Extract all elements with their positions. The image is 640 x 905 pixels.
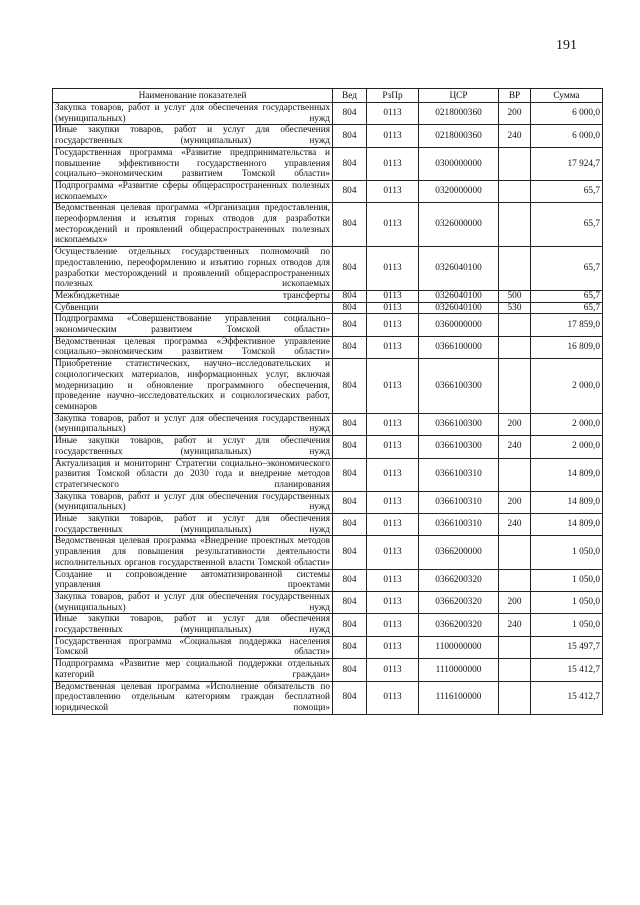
cell-vr: 200	[499, 413, 531, 435]
cell-vr: 500	[499, 290, 531, 302]
cell-name: Осуществление отдельных государственных полномочий по предоставлению, переоформлению и изъятию горных отводов для разработки месторождений и проявлений общераспространенных полезных ископаемых	[53, 247, 333, 291]
cell-vr: 200	[499, 103, 531, 125]
cell-ved: 804	[333, 491, 367, 513]
cell-csr: 0326040100	[419, 302, 499, 314]
cell-ved: 804	[333, 180, 367, 202]
cell-sum: 1 050,0	[531, 536, 603, 569]
cell-csr: 0366100300	[419, 413, 499, 435]
table-body	[53, 103, 603, 715]
cell-csr: 1116100000	[419, 681, 499, 714]
cell-sum: 15 412,7	[531, 659, 603, 681]
cell-csr: 0366100300	[419, 436, 499, 458]
cell-vr	[499, 458, 531, 491]
table-header-row	[53, 89, 603, 103]
cell-name: Закупка товаров, работ и услуг для обеспечения государственных (муниципальных) нужд	[53, 491, 333, 513]
cell-rzpr: 0113	[367, 180, 419, 202]
cell-sum: 65,7	[531, 247, 603, 291]
cell-rzpr: 0113	[367, 302, 419, 314]
cell-rzpr: 0113	[367, 413, 419, 435]
cell-ved: 804	[333, 125, 367, 147]
cell-name: Подпрограмма «Совершенствование управления социально–экономическим развитием Томской области»	[53, 314, 333, 336]
cell-ved: 804	[333, 359, 367, 414]
cell-name: Подпрограмма «Развитие сферы общераспространенных полезных ископаемых»	[53, 180, 333, 202]
cell-vr: 200	[499, 491, 531, 513]
cell-sum: 2 000,0	[531, 413, 603, 435]
cell-rzpr: 0113	[367, 458, 419, 491]
table-row	[53, 614, 603, 636]
cell-csr: 1100000000	[419, 636, 499, 658]
cell-ved: 804	[333, 413, 367, 435]
cell-rzpr: 0113	[367, 290, 419, 302]
cell-name: Иные закупки товаров, работ и услуг для обеспечения государственных (муниципальных) нужд	[53, 125, 333, 147]
page-number: 191	[556, 38, 577, 53]
cell-sum: 17 924,7	[531, 147, 603, 180]
table-row	[53, 659, 603, 681]
cell-csr: 0218000360	[419, 103, 499, 125]
cell-name: Ведомственная целевая программа «Эффективное управление социально–экономическим развитием Томской области»	[53, 336, 333, 358]
cell-vr	[499, 314, 531, 336]
table-row	[53, 591, 603, 613]
cell-name: Ведомственная целевая программа «Организация предоставления, переоформления и изъятия горных отводов для разработки месторождений и проявлений общераспространенных полезных ископаемых»	[53, 203, 333, 247]
header-rzpr: РзПр	[367, 89, 419, 103]
cell-csr: 0366100000	[419, 336, 499, 358]
budget-table	[52, 88, 603, 715]
cell-ved: 804	[333, 290, 367, 302]
cell-rzpr: 0113	[367, 536, 419, 569]
cell-name: Ведомственная целевая программа «Исполнение обязательств по предоставлению отдельным категориям граждан бесплатной юридической помощи»	[53, 681, 333, 714]
cell-sum: 6 000,0	[531, 125, 603, 147]
table-row	[53, 302, 603, 314]
cell-name: Субвенции	[53, 302, 333, 314]
cell-name: Иные закупки товаров, работ и услуг для обеспечения государственных (муниципальных) нужд	[53, 514, 333, 536]
cell-sum: 14 809,0	[531, 458, 603, 491]
cell-csr: 0326040100	[419, 247, 499, 291]
table-row	[53, 681, 603, 714]
cell-ved: 804	[333, 569, 367, 591]
cell-csr: 0366100310	[419, 491, 499, 513]
cell-name: Приобретение статистических, научно–исследовательских и социологических материалов, информационных услуг, включая модернизацию и обновление программного обеспечения, проведение научно–исследовательских и социологических работ, семинаров	[53, 359, 333, 414]
table-row	[53, 413, 603, 435]
cell-sum: 16 809,0	[531, 336, 603, 358]
cell-name: Иные закупки товаров, работ и услуг для обеспечения государственных (муниципальных) нужд	[53, 436, 333, 458]
cell-ved: 804	[333, 591, 367, 613]
cell-name: Иные закупки товаров, работ и услуг для обеспечения государственных (муниципальных) нужд	[53, 614, 333, 636]
header-name: Наименование показателей	[53, 89, 333, 103]
cell-rzpr: 0113	[367, 436, 419, 458]
cell-vr	[499, 569, 531, 591]
cell-rzpr: 0113	[367, 314, 419, 336]
cell-rzpr: 0113	[367, 614, 419, 636]
table-row	[53, 103, 603, 125]
table-row	[53, 125, 603, 147]
cell-csr: 0366100300	[419, 359, 499, 414]
cell-rzpr: 0113	[367, 125, 419, 147]
cell-sum: 2 000,0	[531, 436, 603, 458]
cell-vr	[499, 636, 531, 658]
table-row	[53, 458, 603, 491]
cell-ved: 804	[333, 203, 367, 247]
cell-csr: 0326040100	[419, 290, 499, 302]
cell-rzpr: 0113	[367, 569, 419, 591]
cell-sum: 65,7	[531, 302, 603, 314]
cell-sum: 15 412,7	[531, 681, 603, 714]
cell-sum: 2 000,0	[531, 359, 603, 414]
cell-name: Государственная программа «Социальная поддержка населения Томской области»	[53, 636, 333, 658]
cell-sum: 14 809,0	[531, 491, 603, 513]
cell-vr	[499, 536, 531, 569]
cell-ved: 804	[333, 103, 367, 125]
cell-sum: 17 859,0	[531, 314, 603, 336]
cell-vr: 240	[499, 514, 531, 536]
cell-ved: 804	[333, 636, 367, 658]
cell-sum: 65,7	[531, 203, 603, 247]
cell-sum: 65,7	[531, 290, 603, 302]
table-row	[53, 247, 603, 291]
cell-vr	[499, 180, 531, 202]
cell-name: Подпрограмма «Развитие мер социальной поддержки отдельных категорий граждан»	[53, 659, 333, 681]
cell-vr	[499, 359, 531, 414]
table-row	[53, 336, 603, 358]
cell-csr: 0320000000	[419, 180, 499, 202]
cell-csr: 0366200320	[419, 591, 499, 613]
cell-sum: 14 809,0	[531, 514, 603, 536]
cell-name: Закупка товаров, работ и услуг для обеспечения государственных (муниципальных) нужд	[53, 103, 333, 125]
cell-name: Закупка товаров, работ и услуг для обеспечения государственных (муниципальных) нужд	[53, 591, 333, 613]
cell-ved: 804	[333, 436, 367, 458]
table-row	[53, 514, 603, 536]
cell-csr: 0218000360	[419, 125, 499, 147]
cell-csr: 0326000000	[419, 203, 499, 247]
cell-csr: 0300000000	[419, 147, 499, 180]
cell-rzpr: 0113	[367, 491, 419, 513]
table-row	[53, 569, 603, 591]
cell-vr	[499, 659, 531, 681]
cell-rzpr: 0113	[367, 247, 419, 291]
cell-rzpr: 0113	[367, 147, 419, 180]
header-sum: Сумма	[531, 89, 603, 103]
cell-rzpr: 0113	[367, 636, 419, 658]
cell-sum: 1 050,0	[531, 614, 603, 636]
cell-name: Государственная программа «Развитие предпринимательства и повышение эффективности государственного управления социально–экономическим развитием Томской области»	[53, 147, 333, 180]
table-row	[53, 147, 603, 180]
header-ved: Вед	[333, 89, 367, 103]
cell-vr	[499, 203, 531, 247]
cell-rzpr: 0113	[367, 681, 419, 714]
cell-rzpr: 0113	[367, 103, 419, 125]
cell-ved: 804	[333, 614, 367, 636]
table-row	[53, 536, 603, 569]
cell-csr: 1110000000	[419, 659, 499, 681]
cell-vr: 240	[499, 125, 531, 147]
cell-vr	[499, 336, 531, 358]
cell-sum: 15 497,7	[531, 636, 603, 658]
header-vr: ВР	[499, 89, 531, 103]
cell-name: Закупка товаров, работ и услуг для обеспечения государственных (муниципальных) нужд	[53, 413, 333, 435]
cell-vr	[499, 247, 531, 291]
cell-vr: 240	[499, 614, 531, 636]
cell-rzpr: 0113	[367, 514, 419, 536]
cell-vr: 240	[499, 436, 531, 458]
table-row	[53, 290, 603, 302]
cell-sum: 65,7	[531, 180, 603, 202]
cell-csr: 0366200320	[419, 569, 499, 591]
cell-rzpr: 0113	[367, 591, 419, 613]
cell-rzpr: 0113	[367, 659, 419, 681]
cell-vr: 530	[499, 302, 531, 314]
header-csr: ЦСР	[419, 89, 499, 103]
cell-sum: 1 050,0	[531, 569, 603, 591]
cell-vr: 200	[499, 591, 531, 613]
cell-ved: 804	[333, 147, 367, 180]
table-row	[53, 436, 603, 458]
cell-ved: 804	[333, 681, 367, 714]
cell-csr: 0366100310	[419, 458, 499, 491]
cell-vr	[499, 147, 531, 180]
cell-name: Межбюджетные трансферты	[53, 290, 333, 302]
cell-csr: 0366100310	[419, 514, 499, 536]
cell-csr: 0360000000	[419, 314, 499, 336]
cell-name: Актуализация и мониторинг Стратегии социально–экономического развития Томской области до 2030 года и внедрение методов стратегического планирования	[53, 458, 333, 491]
cell-ved: 804	[333, 336, 367, 358]
table-row	[53, 491, 603, 513]
cell-csr: 0366200000	[419, 536, 499, 569]
cell-rzpr: 0113	[367, 359, 419, 414]
cell-ved: 804	[333, 659, 367, 681]
table-row	[53, 636, 603, 658]
table-row	[53, 314, 603, 336]
cell-csr: 0366200320	[419, 614, 499, 636]
cell-name: Ведомственная целевая программа «Внедрение проектных методов управления для повышения результативности деятельности исполнительных органов государственной власти Томской области»	[53, 536, 333, 569]
cell-sum: 6 000,0	[531, 103, 603, 125]
cell-vr	[499, 681, 531, 714]
cell-ved: 804	[333, 302, 367, 314]
cell-rzpr: 0113	[367, 203, 419, 247]
cell-name: Создание и сопровождение автоматизированной системы управления проектами	[53, 569, 333, 591]
cell-rzpr: 0113	[367, 336, 419, 358]
cell-ved: 804	[333, 514, 367, 536]
cell-sum: 1 050,0	[531, 591, 603, 613]
cell-ved: 804	[333, 314, 367, 336]
cell-ved: 804	[333, 458, 367, 491]
table-row	[53, 203, 603, 247]
table-row	[53, 180, 603, 202]
cell-ved: 804	[333, 247, 367, 291]
table-row	[53, 359, 603, 414]
cell-ved: 804	[333, 536, 367, 569]
